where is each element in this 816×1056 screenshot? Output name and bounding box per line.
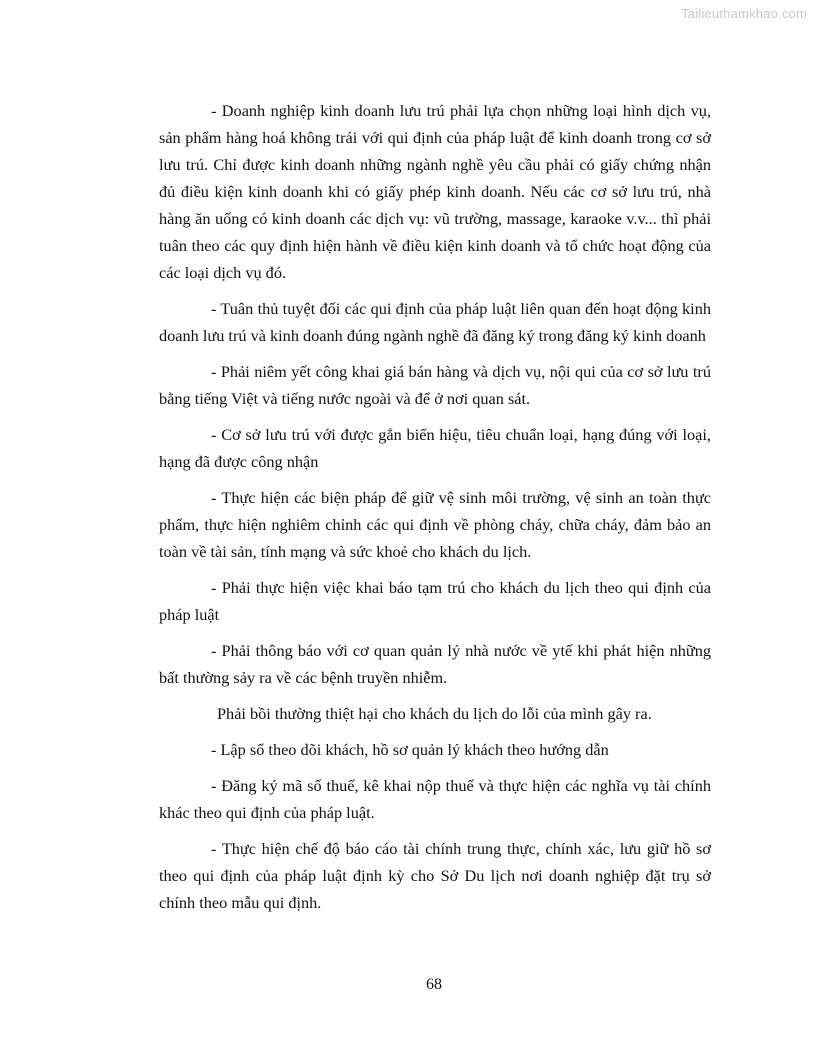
- paragraph: - Phải thực hiện việc khai báo tạm trú cho khách du lịch theo qui định của pháp luật: [159, 578, 711, 624]
- watermark-text: Tailieuthamkhao.com: [681, 6, 807, 21]
- paragraph: - Lập sổ theo dõi khách, hồ sơ quản lý khách theo hướng dẫn: [211, 740, 609, 759]
- document-body: [159, 97, 711, 925]
- paragraph: Phải bồi thường thiệt hại cho khách du lịch do lỗi của mình gây ra.: [217, 704, 652, 723]
- paragraph: - Thực hiện các biện pháp để giữ vệ sinh môi trường, vệ sinh an toàn thực phẩm, thực hiện nghiêm chỉnh các qui định về phòng cháy, chữa cháy, đảm bảo an toàn về tài sản, tính mạng và sức khoẻ cho khách du lịch.: [159, 488, 711, 561]
- page-number: 68: [426, 976, 442, 993]
- paragraph: - Đăng ký mã số thuế, kê khai nộp thuế và thực hiện các nghĩa vụ tài chính khác theo qui định của pháp luật.: [159, 776, 711, 822]
- paragraph: - Cơ sở lưu trú với được gắn biển hiệu, tiêu chuẩn loại, hạng đúng với loại, hạng đã được công nhận: [159, 425, 711, 471]
- paragraph: - Phải thông báo với cơ quan quản lý nhà nước về ytế khi phát hiện những bất thường sảy ra về các bệnh truyền nhiễm.: [159, 641, 711, 687]
- paragraph: - Tuân thủ tuyệt đối các qui định của pháp luật liên quan đến hoạt động kinh doanh lưu trú và kinh doanh đúng ngành nghề đã đăng ký trong đăng ký kinh doanh: [159, 299, 711, 345]
- paragraph: - Doanh nghiệp kinh doanh lưu trú phải lựa chọn những loại hình dịch vụ, sản phẩm hàng hoá không trái với qui định của pháp luật để kinh doanh trong cơ sở lưu trú. Chỉ được kinh doanh những ngành nghề yêu cầu phải có giấy chứng nhận đủ điều kiện kinh doanh khi có giấy phép kinh doanh. Nếu các cơ sở lưu trú, nhà hàng ăn uống có kinh doanh các dịch vụ: vũ trường, massage, karaoke v.v... thì phải tuân theo các quy định hiện hành về điều kiện kinh doanh và tổ chức hoạt động của các loại dịch vụ đó.: [159, 101, 711, 282]
- paragraph: - Phải niêm yết công khai giá bán hàng và dịch vụ, nội qui của cơ sở lưu trú bằng tiếng Việt và tiếng nước ngoài và để ở nơi quan sát.: [159, 362, 711, 408]
- paragraph: - Thực hiện chế độ báo cáo tài chính trung thực, chính xác, lưu giữ hồ sơ theo qui định của pháp luật định kỳ cho Sở Du lịch nơi doanh nghiệp đặt trụ sở chính theo mẫu qui định.: [159, 839, 711, 912]
